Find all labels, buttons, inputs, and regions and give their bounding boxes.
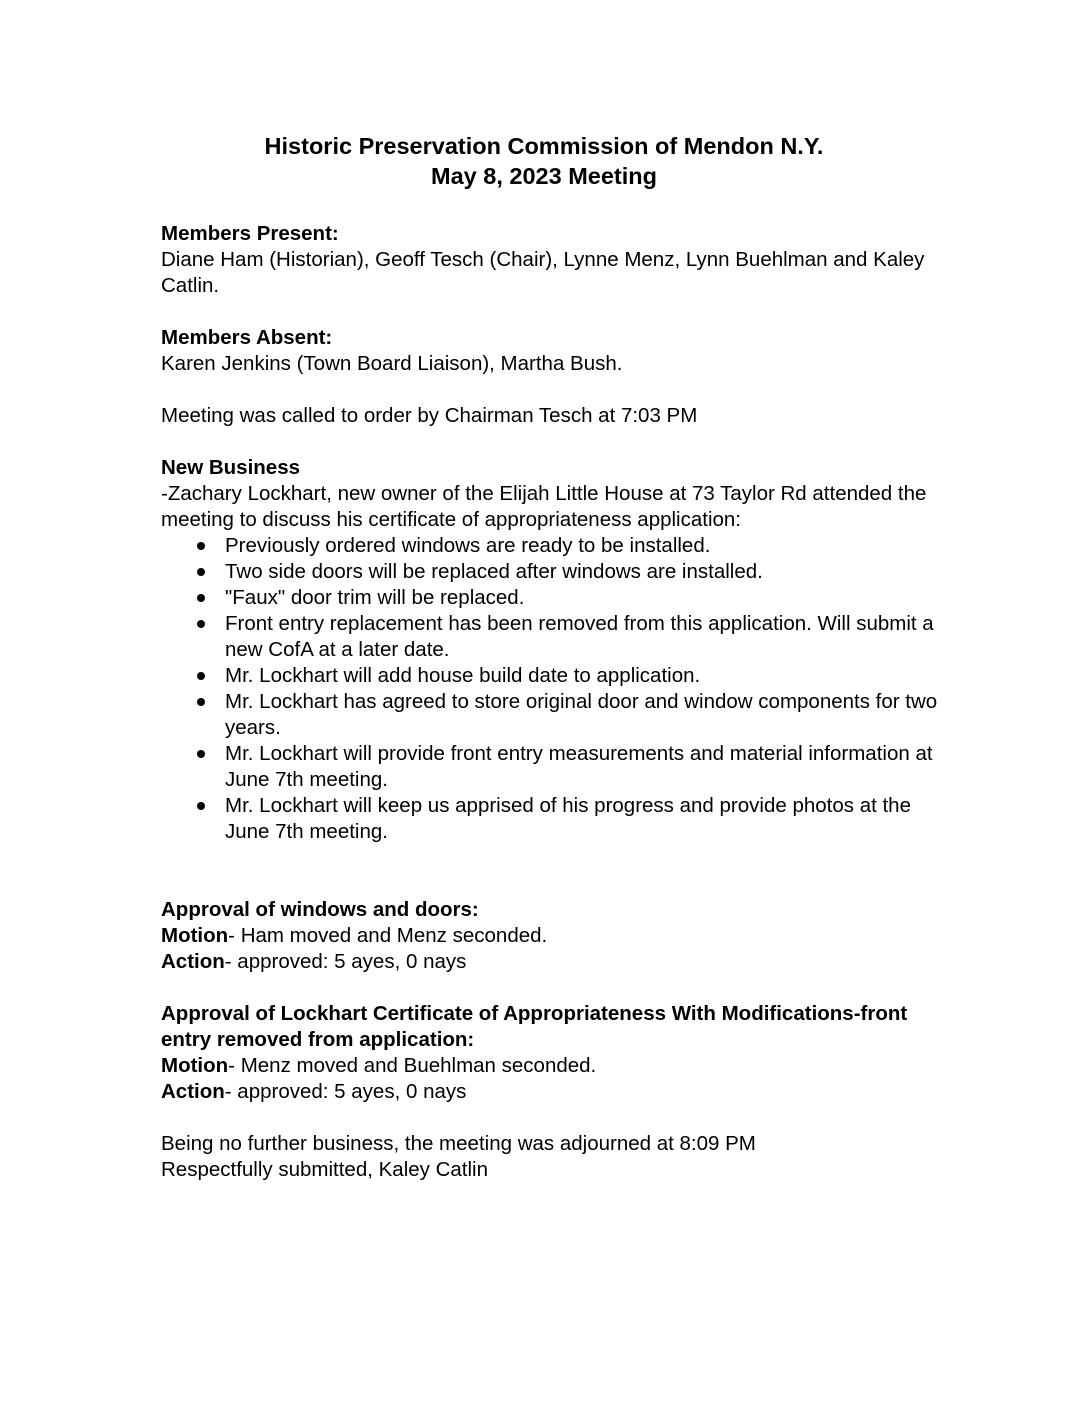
approval-certificate-motion: Motion- Menz moved and Buehlman seconded.: [161, 1054, 597, 1077]
bullet-icon: [197, 568, 205, 576]
list-item: Mr. Lockhart has agreed to store original door and window components for two years.: [161, 689, 951, 741]
bullet-icon: [197, 802, 205, 810]
call-to-order-text: Meeting was called to order by Chairman Tesch at 7:03 PM: [161, 404, 698, 427]
adjourned-text: Being no further business, the meeting was adjourned at 8:09 PM: [161, 1132, 756, 1155]
meeting-date-title: May 8, 2023 Meeting: [431, 163, 657, 189]
bullet-icon: [197, 542, 205, 550]
list-item: "Faux" door trim will be replaced.: [161, 585, 951, 611]
approval-certificate-action: Action- approved: 5 ayes, 0 nays: [161, 1080, 467, 1103]
list-item: Front entry replacement has been removed from this application. Will submit a new CofA at a later date.: [161, 611, 951, 663]
bullet-icon: [197, 594, 205, 602]
list-item: Mr. Lockhart will keep us apprised of his progress and provide photos at the June 7th meeting.: [161, 793, 951, 845]
members-absent-heading: Members Absent:: [161, 326, 333, 349]
members-absent-text: Karen Jenkins (Town Board Liaison), Martha Bush.: [161, 352, 623, 375]
submitted-by-text: Respectfully submitted, Kaley Catlin: [161, 1158, 489, 1181]
minutes-body: [161, 221, 951, 1183]
bullet-icon: [197, 620, 205, 628]
document-title: Historic Preservation Commission of Mendon N.Y.: [264, 133, 824, 159]
new-business-intro: -Zachary Lockhart, new owner of the Elijah Little House at 73 Taylor Rd attended the meeting to discuss his certificate of appropriateness application:: [161, 482, 927, 531]
new-business-heading: New Business: [161, 456, 300, 479]
list-item: Previously ordered windows are ready to be installed.: [161, 533, 951, 559]
members-present-heading: Members Present:: [161, 222, 339, 245]
list-item: Mr. Lockhart will provide front entry measurements and material information at June 7th meeting.: [161, 741, 951, 793]
new-business-list: [161, 533, 951, 845]
members-present-text: Diane Ham (Historian), Geoff Tesch (Chair), Lynne Menz, Lynn Buehlman and Kaley Catlin.: [161, 248, 925, 297]
approval-windows-heading: Approval of windows and doors:: [161, 898, 479, 921]
approval-windows-action: Action- approved: 5 ayes, 0 nays: [161, 950, 467, 973]
bullet-icon: [197, 672, 205, 680]
list-item: Two side doors will be replaced after windows are installed.: [161, 559, 951, 585]
list-item: Mr. Lockhart will add house build date to application.: [161, 663, 951, 689]
approval-certificate-heading: Approval of Lockhart Certificate of Appropriateness With Modifications-front entry removed from application:: [161, 1002, 908, 1051]
bullet-icon: [197, 750, 205, 758]
bullet-icon: [197, 698, 205, 706]
approval-windows-motion: Motion- Ham moved and Menz seconded.: [161, 924, 548, 947]
